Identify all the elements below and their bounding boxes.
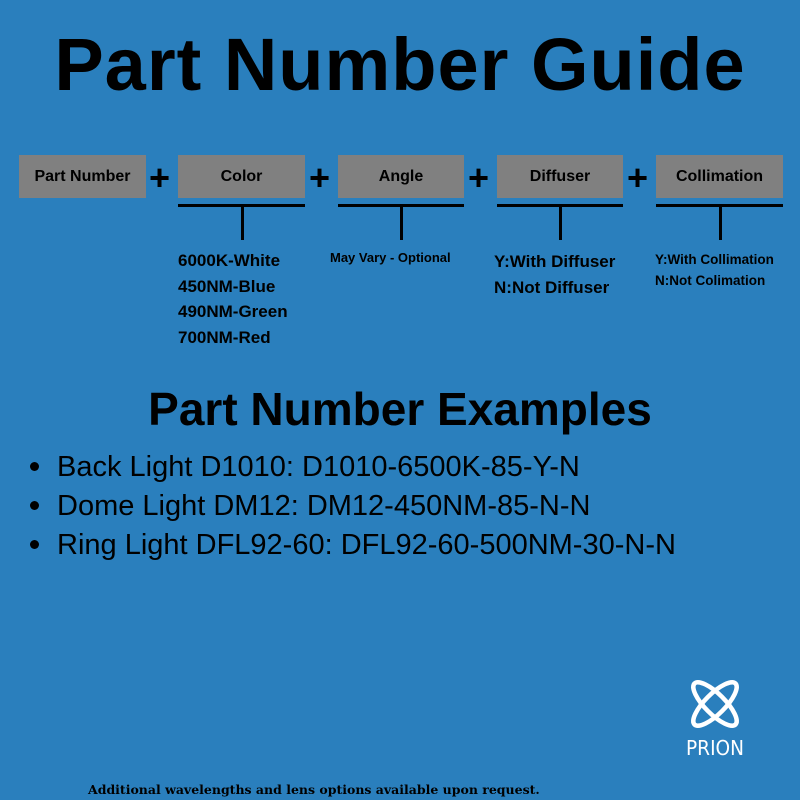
segment-label: Angle xyxy=(378,167,424,185)
segment-label: Diffuser xyxy=(529,167,591,185)
option-text: N:Not Colimation xyxy=(655,273,766,288)
list-item xyxy=(30,487,676,526)
prion-logo xyxy=(683,676,747,762)
examples-title: Part Number Examples xyxy=(148,383,652,435)
diffuser-options xyxy=(494,249,615,301)
option-text: 700NM-Red xyxy=(178,327,271,347)
list-item xyxy=(30,448,676,487)
segment-color xyxy=(178,155,305,198)
diffuser-bracket xyxy=(497,204,623,240)
segment-diffuser xyxy=(497,155,623,198)
example-text: Back Light D1010: D1010-6500K-85-Y-N xyxy=(57,451,580,483)
page-title: Part Number Guide xyxy=(54,23,746,106)
segment-part-number xyxy=(19,155,146,198)
example-text: Dome Light DM12: DM12-450NM-85-N-N xyxy=(57,490,591,522)
segment-label: Collimation xyxy=(675,167,764,185)
prion-atom-icon xyxy=(687,676,742,731)
example-text: Ring Light DFL92-60: DFL92-60-500NM-30-N-N xyxy=(57,529,676,561)
segment-label: Color xyxy=(220,167,263,185)
collimation-bracket xyxy=(656,204,783,240)
option-text: N:Not Diffuser xyxy=(494,278,610,297)
logo-text: PRION xyxy=(686,736,744,760)
footnote: Additional wavelengths and lens options available upon request. xyxy=(88,782,540,797)
color-bracket xyxy=(178,204,305,240)
angle-bracket xyxy=(338,204,464,240)
option-text: May Vary - Optional xyxy=(330,250,451,265)
bullet-icon xyxy=(30,501,39,510)
bullet-icon xyxy=(30,540,39,549)
option-text: Y:With Collimation xyxy=(655,252,774,267)
plus-icon: + xyxy=(149,157,171,198)
option-text: 490NM-Green xyxy=(178,302,288,321)
list-item xyxy=(30,526,676,565)
segment-label: Part Number xyxy=(34,167,131,185)
angle-options xyxy=(330,249,451,267)
color-options xyxy=(178,248,288,350)
segment-collimation xyxy=(656,155,783,198)
collimation-options xyxy=(655,249,774,291)
option-text: 450NM-Blue xyxy=(178,276,276,296)
examples-list xyxy=(30,448,676,565)
bullet-icon xyxy=(30,462,39,471)
plus-icon: + xyxy=(309,157,331,198)
plus-icon: + xyxy=(627,157,649,198)
option-text: 6000K-White xyxy=(178,251,281,270)
plus-icon: + xyxy=(468,157,490,198)
option-text: Y:With Diffuser xyxy=(494,252,616,271)
segment-angle xyxy=(338,155,464,198)
